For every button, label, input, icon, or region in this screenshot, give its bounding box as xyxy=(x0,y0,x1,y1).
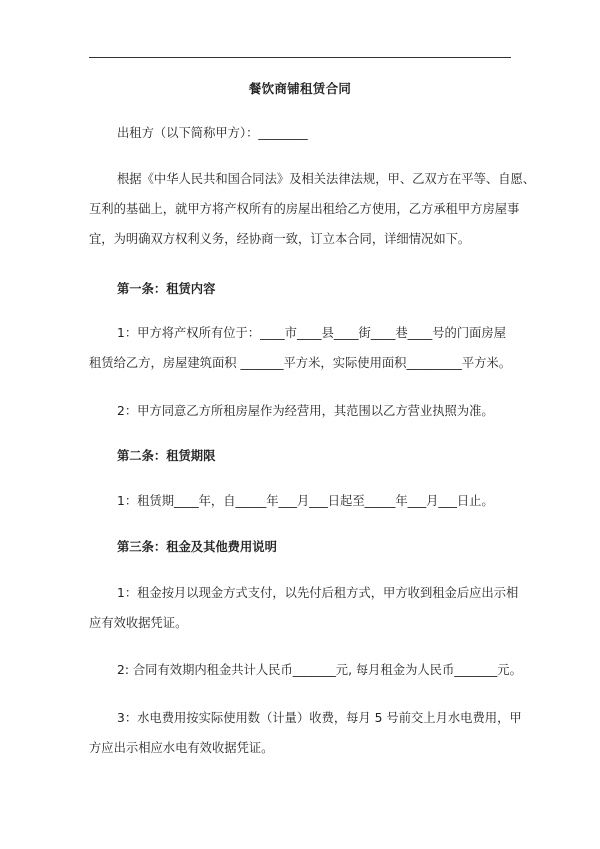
article-3-item-1 xyxy=(89,578,519,638)
article-3-item-1-line-1: 1：租金按月以现金方式支付，以先付后租方式，甲方收到租金后应出示相 xyxy=(117,586,519,600)
article-3-item-2: 2: 合同有效期内租金共计人民币_______元, 每月租金为人民币_______元。 xyxy=(117,663,522,677)
article-1-heading: 第一条：租赁内容 xyxy=(117,282,216,296)
article-1-item-1 xyxy=(89,318,517,378)
article-3-item-3-line-1: 3：水电费用按实际使用数（计量）收费，每月 5 号前交上月水电费用，甲 xyxy=(117,711,522,725)
document-title: 餐饮商铺租赁合同 xyxy=(248,81,352,96)
article-3-item-1-line-2: 应有效收据凭证。 xyxy=(89,616,188,630)
article-3-item-3-line-2: 方应出示相应水电有效收据凭证。 xyxy=(89,741,274,755)
article-2-heading: 第二条：租赁期限 xyxy=(117,449,216,463)
article-3-item-3 xyxy=(89,703,522,763)
top-divider xyxy=(89,57,511,58)
intro-paragraph xyxy=(89,164,536,254)
article-1-item-1-line-1: 1：甲方将产权所有位于：____市____县____街____巷____号的门面房屋 xyxy=(117,326,507,340)
article-1-item-2: 2：甲方同意乙方所租房屋作为经营用，其范围以乙方营业执照为准。 xyxy=(117,404,494,418)
article-3-heading: 第三条：租金及其他费用说明 xyxy=(117,540,277,554)
intro-line-3: 宜，为明确双方权利义务，经协商一致，订立本合同，详细情况如下。 xyxy=(89,232,471,246)
lessor-line: 出租方（以下简称甲方）：________ xyxy=(117,126,308,140)
article-1-item-1-line-2: 租赁给乙方，房屋建筑面积 _______平方米，实际使用面积_________平方米。 xyxy=(89,356,512,370)
intro-line-2: 互利的基础上，就甲方将产权所有的房屋出租给乙方使用，乙方承租甲方房屋事 xyxy=(89,202,520,216)
intro-line-1: 根据《中华人民共和国合同法》及相关法律法规，甲、乙双方在平等、自愿、 xyxy=(117,172,536,186)
article-2-item-1: 1：租赁期____年，自_____年___月___日起至_____年___月___日止。 xyxy=(117,494,494,508)
